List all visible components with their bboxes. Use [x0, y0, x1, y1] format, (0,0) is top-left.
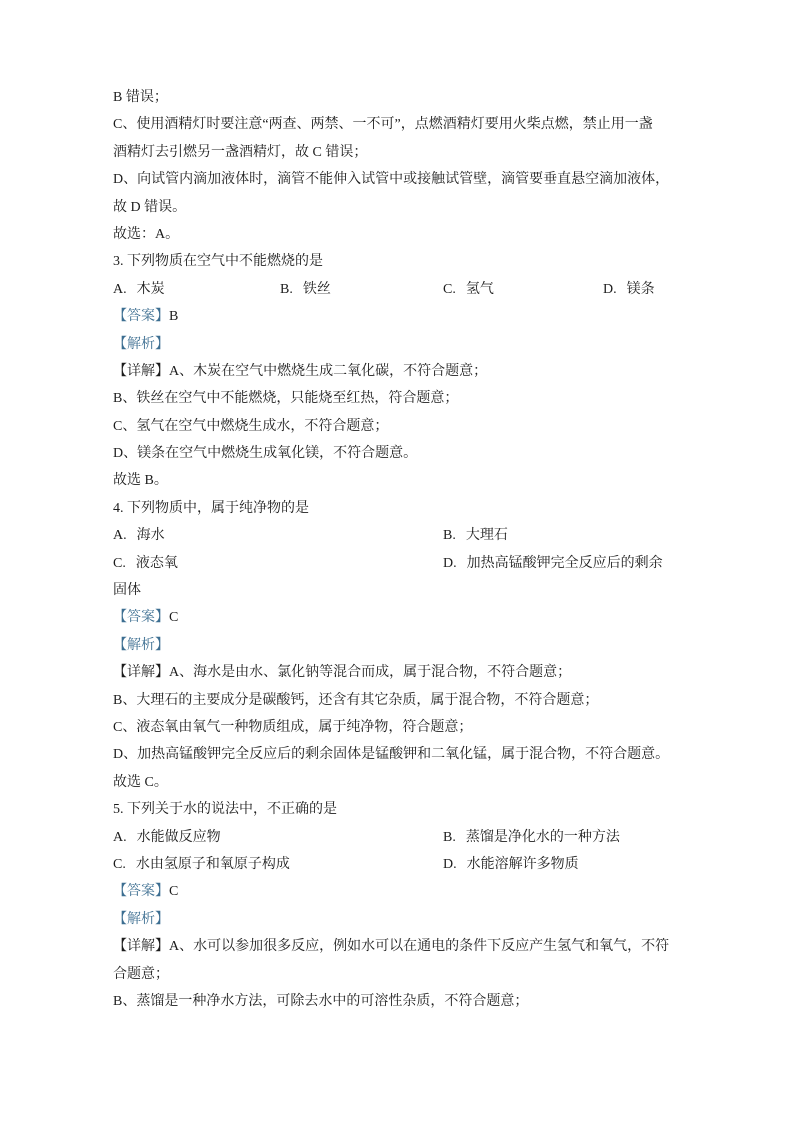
option-b-label: B. [443, 829, 456, 845]
question-3-detail-conclusion: 故选 B。 [113, 473, 168, 489]
answer-label: 【答案】 [113, 309, 169, 325]
question-4-detail-conclusion: 故选 C。 [113, 774, 168, 790]
question-5-detail-line-2: 合题意； [113, 966, 169, 982]
question-4-answer-line [113, 604, 687, 631]
question-3-stem: 3. 下列物质在空气中不能燃烧的是 [113, 254, 323, 270]
option-a-label: A. [113, 528, 127, 544]
question-3-option-c [443, 276, 494, 303]
prev-tail-line-1: B 错误； [113, 90, 168, 105]
answer-label: 【答案】 [113, 610, 169, 626]
prev-tail-line-5: 故 D 错误。 [113, 199, 187, 215]
question-4-option-d-overflow: 固体 [113, 583, 141, 599]
option-b-text: 铁丝 [302, 281, 331, 297]
question-4-analysis-label [113, 632, 687, 659]
option-c-text: 氢气 [465, 281, 494, 297]
question-3-detail-line-4: D、镁条在空气中燃烧生成氧化镁，不符合题意。 [113, 446, 418, 462]
question-3-option-a [113, 276, 165, 303]
question-4-detail-line-2: B、大理石的主要成分是碳酸钙，还含有其它杂质，属于混合物，不符合题意； [113, 692, 599, 708]
option-c-text: 水由氢原子和氧原子构成 [135, 856, 290, 872]
option-a-text: 海水 [136, 528, 165, 544]
question-3-answer-line [113, 303, 687, 330]
answer-label: 【答案】 [113, 884, 169, 900]
option-d-text: 镁条 [626, 281, 655, 297]
question-3-detail-line-3: C、氢气在空气中燃烧生成水，不符合题意； [113, 418, 389, 434]
question-4-option-a [113, 522, 165, 549]
question-4-options-row-1 [113, 522, 687, 549]
option-d-text: 加热高锰酸钾完全反应后的剩余 [466, 555, 663, 571]
question-5-option-d [443, 851, 579, 878]
question-5-analysis-label [113, 906, 687, 933]
option-d-text: 水能溶解许多物质 [466, 856, 579, 872]
option-c-label: C. [443, 281, 456, 297]
question-3-detail-line-1: 【详解】A、木炭在空气中燃烧生成二氧化碳，不符合题意； [113, 363, 488, 379]
question-5-option-a [113, 824, 221, 851]
option-a-text: 木炭 [136, 281, 165, 297]
answer-value: C [169, 610, 179, 626]
question-3-option-d [603, 276, 655, 303]
answer-value: B [169, 309, 179, 325]
question-5-detail-line-1: 【详解】A、水可以参加很多反应，例如水可以在通电的条件下反应产生氢气和氧气，不符 [113, 939, 670, 955]
option-a-label: A. [113, 281, 127, 297]
option-b-text: 蒸馏是净化水的一种方法 [465, 829, 620, 845]
option-b-label: B. [280, 281, 293, 297]
question-4-option-d [443, 550, 663, 577]
analysis-label: 【解析】 [113, 637, 169, 653]
question-5-stem: 5. 下列关于水的说法中，不正确的是 [113, 802, 337, 818]
question-3-detail-line-2: B、铁丝在空气中不能燃烧，只能烧至红热，符合题意； [113, 391, 459, 407]
question-4-detail-line-4: D、加热高锰酸钾完全反应后的剩余固体是锰酸钾和二氧化锰，属于混合物，不符合题意。 [113, 747, 670, 763]
question-4-options-row-2 [113, 550, 687, 577]
question-5-options-row-1 [113, 824, 687, 851]
prev-tail-line-3: 酒精灯去引燃另一盏酒精灯，故 C 错误； [113, 144, 368, 160]
question-4-option-c [113, 550, 178, 577]
option-c-text: 液态氧 [135, 555, 178, 571]
question-4-stem: 4. 下列物质中，属于纯净物的是 [113, 500, 309, 516]
option-c-label: C. [113, 856, 126, 872]
question-3-analysis-label [113, 331, 687, 358]
option-b-label: B. [443, 528, 456, 544]
option-c-label: C. [113, 555, 126, 571]
question-3-option-b [280, 276, 331, 303]
prev-tail-line-4: D、向试管内滴加液体时，滴管不能伸入试管中或接触试管壁，滴管要垂直悬空滴加液体， [113, 172, 670, 188]
answer-value: C [169, 884, 179, 900]
question-4-option-b [443, 522, 508, 549]
question-5-options-row-2 [113, 851, 687, 878]
question-3-options [113, 276, 687, 303]
question-4-detail-line-1: 【详解】A、海水是由水、氯化钠等混合而成，属于混合物，不符合题意； [113, 665, 572, 681]
question-4-detail-line-3: C、液态氧由氧气一种物质组成，属于纯净物，符合题意； [113, 719, 473, 735]
option-d-label: D. [443, 856, 457, 872]
question-5-option-b [443, 824, 620, 851]
question-5-detail-line-3: B、蒸馏是一种净水方法，可除去水中的可溶性杂质，不符合题意； [113, 993, 529, 1009]
option-d-label: D. [603, 281, 617, 297]
prev-tail-answer-choice: 故选：A。 [113, 226, 180, 242]
analysis-label: 【解析】 [113, 336, 169, 352]
option-d-label: D. [443, 555, 457, 571]
question-5-answer-line [113, 878, 687, 905]
prev-tail-line-2: C、使用酒精灯时要注意“两查、两禁、一不可”，点燃酒精灯要用火柴点燃，禁止用一盏 [113, 117, 653, 133]
option-a-label: A. [113, 829, 127, 845]
option-a-text: 水能做反应物 [136, 829, 221, 845]
question-5-option-c [113, 851, 290, 878]
option-b-text: 大理石 [465, 528, 508, 544]
analysis-label: 【解析】 [113, 911, 169, 927]
